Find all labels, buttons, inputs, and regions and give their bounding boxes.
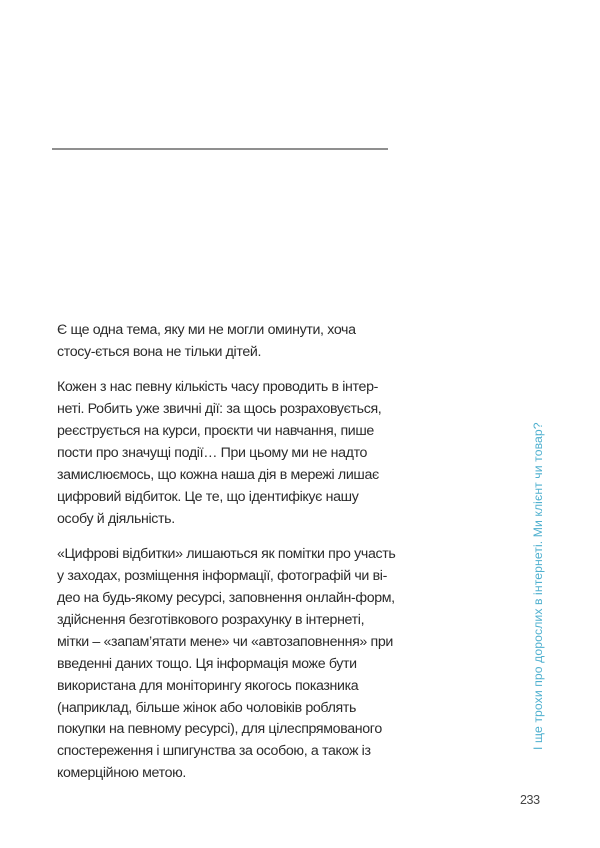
paragraph-2: Кожен з нас певну кількість часу проводить в інтер-неті. Робить уже звичні дії: за щось розраховується, реєструється на курси, проєкти чи навчання, пише пости про значущі події… При цьому ми не надто замислюємось, що кожна наша дія в мережі лишає цифровий відбиток. Це те, що ідентифікує нашу особу й діяльність.	[57, 379, 382, 527]
paragraph-3: «Цифрові відбитки» лишаються як помітки про участь у заходах, розміщення інформації, фотографій чи ві-део на будь-якому ресурсі, заповнення онлайн-форм, здійснення безготівкового розрахунку в інтернеті, мітки – «запам’ятати мене» чи «автозаповнення» при введенні даних тощо. Ця інформація може бути використана для моніторингу якогось показника (наприклад, більше жінок або чоловіків роблять покупки на певному ресурсі), для цілеспрямованого спостереження і шпигунства за особою, а також із комерційною метою.	[57, 546, 396, 782]
running-chapter-title: І ще трохи про дорослих в інтернеті. Ми клієнт чи товар?	[531, 422, 545, 750]
body-text	[57, 320, 397, 799]
page-number: 233	[520, 793, 540, 807]
section-divider-rule	[52, 148, 388, 150]
paragraph-1: Є ще одна тема, яку ми не могли оминути, хоча стосу-ється вона не тільки дітей.	[57, 322, 356, 360]
